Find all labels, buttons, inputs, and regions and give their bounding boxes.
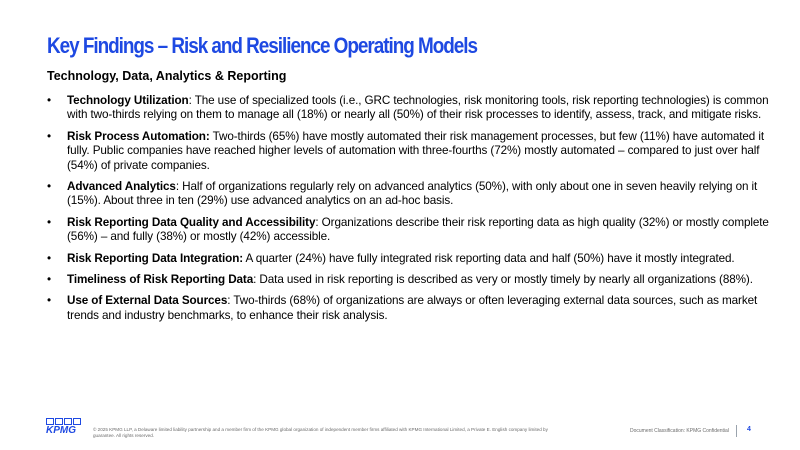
finding-technology-utilization	[47, 94, 772, 123]
bullet-marker: •	[47, 294, 51, 308]
finding-heading: Risk Process Automation:	[67, 129, 210, 143]
finding-heading: Risk Reporting Data Integration:	[67, 251, 244, 265]
finding-text: A quarter (24%) have fully integrated risk reporting data and half (50%) have it mostly integrated.	[243, 251, 735, 265]
finding-text: : Data used in risk reporting is described as very or mostly timely by nearly all organizations (88%).	[253, 273, 753, 287]
kpmg-logo	[46, 418, 86, 440]
footer-divider	[736, 425, 737, 437]
finding-heading: Timeliness of Risk Reporting Data	[67, 273, 254, 287]
finding-advanced-analytics	[47, 180, 772, 209]
finding-text: Two-thirds (65%) have mostly automated their risk management processes, but few (11%) have automated it fully. Public companies have reached higher levels of automation with three-fourths (72%) mostly automated – compared to just over half (54%) of private companies.	[67, 129, 764, 172]
section-subtitle: Technology, Data, Analytics & Reporting	[47, 69, 287, 83]
finding-data-timeliness	[47, 273, 772, 287]
bullet-marker: •	[47, 215, 51, 229]
finding-heading: Technology Utilization	[67, 94, 189, 107]
bullet-marker: •	[47, 94, 51, 107]
copyright-disclaimer: © 2025 KPMG LLP, a Delaware limited liability partnership and a member firm of the KPMG global organization of independent member firms affiliated with KPMG International Limited, a Private E. English company limited by guarantee. All rights reserved.	[93, 427, 548, 438]
finding-risk-process-automation	[47, 130, 772, 173]
slide-title: Key Findings – Risk and Resilience Operating Models	[47, 33, 477, 58]
finding-text: : Half of organizations regularly rely on advanced analytics (50%), with only about one in seven heavily relying on it (15%). About three in ten (29%) use advanced analytics on an ad-hoc basis.	[67, 180, 758, 208]
finding-data-quality-accessibility	[47, 216, 772, 245]
finding-text: : The use of specialized tools (i.e., GRC technologies, risk monitoring tools, risk reporting technologies) is common with two-thirds relying on them to manage all (18%) or nearly all (50%) of their risk processes to identify, assess, track, and mitigate risks.	[67, 94, 769, 122]
finding-external-data-sources	[47, 294, 772, 323]
logo-boxes-icon	[46, 418, 86, 425]
finding-heading: Risk Reporting Data Quality and Accessibility	[67, 215, 316, 229]
finding-heading: Use of External Data Sources	[67, 294, 228, 308]
findings-list	[47, 94, 772, 330]
finding-text: : Organizations describe their risk reporting data as high quality (32%) or mostly complete (56%) – and fully (38%) or mostly (42%) accessible.	[67, 215, 769, 244]
page-number: 4	[747, 426, 751, 433]
bullet-marker: •	[47, 273, 51, 287]
logo-wordmark: KPMG	[46, 425, 76, 436]
finding-heading: Advanced Analytics	[67, 180, 176, 194]
bullet-marker: •	[47, 129, 51, 143]
bullet-marker: •	[47, 251, 51, 265]
finding-data-integration	[47, 252, 772, 266]
document-classification: Document Classification: KPMG Confidential	[630, 428, 729, 434]
finding-text: : Two-thirds (68%) of organizations are always or often leveraging external data sources, such as market trends and industry benchmarks, to enhance their risk analysis.	[67, 294, 758, 322]
bullet-marker: •	[47, 180, 51, 194]
